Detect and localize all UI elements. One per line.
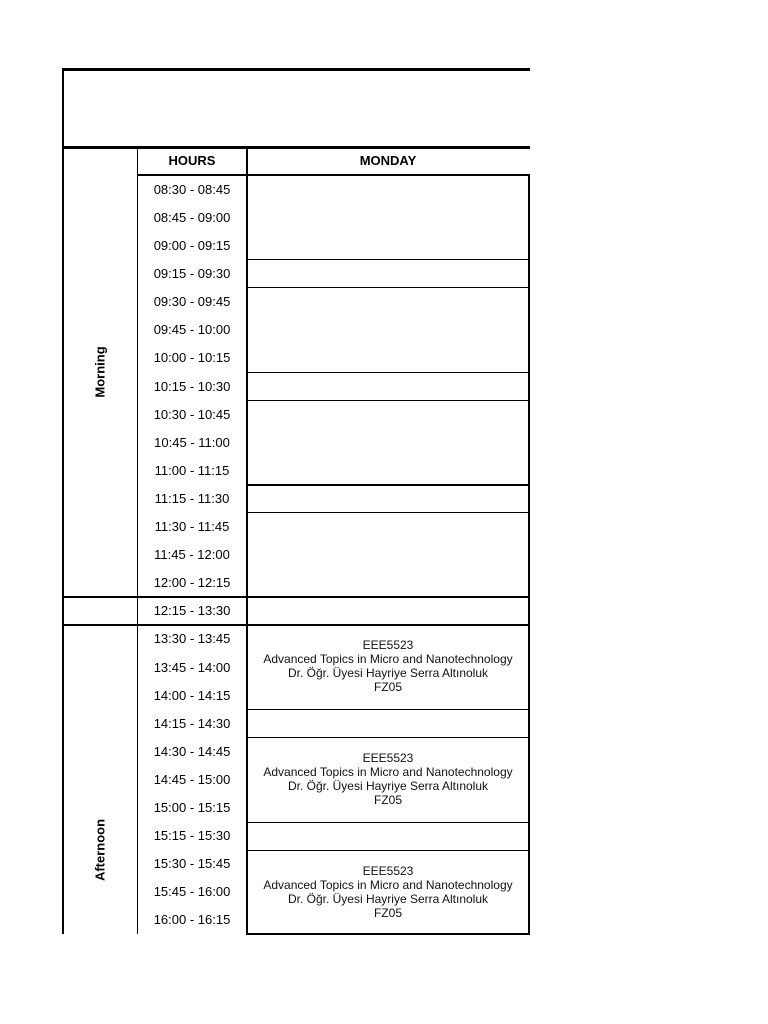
hour-row: 10:15 - 10:30 [153, 379, 231, 394]
hour-row: 13:30 - 13:45 [153, 631, 231, 646]
hour-row: 15:15 - 15:30 [153, 828, 231, 843]
hour-row: 16:00 - 16:15 [153, 912, 231, 927]
hour-row: 09:00 - 09:15 [153, 238, 231, 253]
slot-line [246, 287, 530, 288]
hours-column-header: HOURS [168, 153, 216, 168]
hour-row: 13:45 - 14:00 [153, 660, 231, 675]
hour-row: 15:30 - 15:45 [153, 856, 231, 871]
course-instructor: Dr. Öğr. Üyesi Hayriye Serra Altınoluk [287, 779, 489, 793]
hour-row: 14:00 - 14:15 [153, 688, 231, 703]
course-code: EEE5523 [362, 751, 414, 765]
course-code: EEE5523 [362, 638, 414, 652]
hour-row: 15:45 - 16:00 [153, 884, 231, 899]
course-title: Advanced Topics in Micro and Nanotechnology [263, 878, 513, 892]
afternoon-section-label: Afternoon [92, 818, 108, 882]
hour-row: 14:15 - 14:30 [153, 716, 231, 731]
hour-row: 14:45 - 15:00 [153, 772, 231, 787]
monday-column-header: MONDAY [359, 153, 417, 168]
course-title: Advanced Topics in Micro and Nanotechnology [263, 652, 513, 666]
course-code: EEE5523 [362, 864, 414, 878]
slot-line [246, 850, 530, 851]
hour-row: 11:30 - 11:45 [154, 519, 230, 534]
course-room: FZ05 [373, 680, 402, 694]
slot-line [246, 933, 530, 935]
hour-row: 11:45 - 12:00 [154, 547, 230, 562]
hour-row: 14:30 - 14:45 [153, 744, 231, 759]
course-room: FZ05 [373, 906, 402, 920]
slot-line [246, 259, 530, 260]
course-instructor: Dr. Öğr. Üyesi Hayriye Serra Altınoluk [287, 666, 489, 680]
hour-row: 11:15 - 11:30 [154, 491, 230, 506]
lunch-bottom-line [62, 624, 530, 626]
slot-line [246, 822, 530, 823]
frame-top-line [62, 68, 530, 71]
slot-line [246, 484, 530, 486]
morning-section-label: Morning [92, 346, 108, 398]
hour-row: 08:45 - 09:00 [153, 210, 231, 225]
frame-left-line [62, 68, 64, 934]
course-block [248, 864, 528, 920]
hour-row: 11:00 - 11:15 [154, 463, 230, 478]
hour-row: 09:15 - 09:30 [153, 266, 231, 281]
slot-line [246, 512, 530, 513]
course-block [248, 638, 528, 694]
lunch-hour-row: 12:15 - 13:30 [153, 603, 231, 618]
day-column-divider [246, 146, 248, 934]
hour-row: 10:00 - 10:15 [153, 350, 231, 365]
day-column-right-line [528, 174, 530, 934]
course-title: Advanced Topics in Micro and Nanotechnology [263, 765, 513, 779]
hour-row: 12:00 - 12:15 [153, 575, 231, 590]
hour-row: 15:00 - 15:15 [153, 800, 231, 815]
hour-row: 08:30 - 08:45 [153, 182, 231, 197]
lunch-top-line [62, 596, 530, 598]
slot-line [246, 372, 530, 373]
course-block [248, 751, 528, 807]
slot-line [246, 400, 530, 401]
header-separator-line [62, 146, 530, 149]
course-instructor: Dr. Öğr. Üyesi Hayriye Serra Altınoluk [287, 892, 489, 906]
header-bottom-line [138, 174, 530, 176]
hour-row: 09:45 - 10:00 [153, 322, 231, 337]
course-room: FZ05 [373, 793, 402, 807]
hour-row: 10:45 - 11:00 [154, 435, 230, 450]
slot-line [246, 737, 530, 738]
hour-row: 09:30 - 09:45 [153, 294, 231, 309]
slot-line [246, 709, 530, 710]
hour-row: 10:30 - 10:45 [153, 407, 231, 422]
